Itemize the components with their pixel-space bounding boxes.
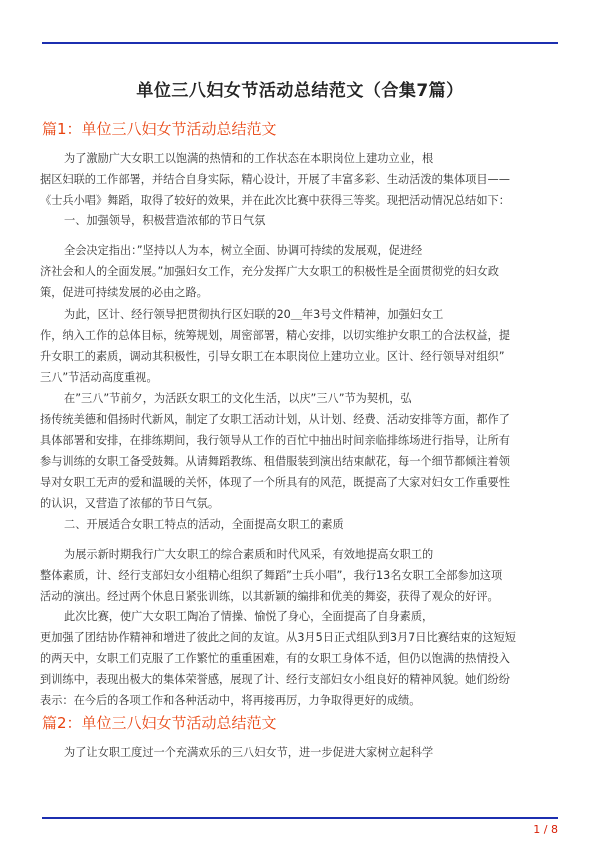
paragraph-line: 二、开展适合女职工特点的活动，全面提高女职工的素质 bbox=[64, 518, 344, 531]
document-title: 单位三八妇女节活动总结范文（合集7篇） bbox=[136, 81, 464, 101]
paragraph-line: 为此，区计、经行领导把贯彻执行区妇联的20＿年3号文件精神，加强妇女工 bbox=[64, 308, 444, 321]
paragraph-line: 的认识，又营造了浓郁的节日气氛。 bbox=[40, 497, 220, 510]
section-heading-2: 篇2：单位三八妇女节活动总结范文 bbox=[42, 714, 277, 732]
paragraph-line: 更加强了团结协作精神和增进了彼此之间的友谊。从3月5日正式组队到3月7日比赛结束的这短短 bbox=[40, 631, 516, 644]
paragraph-line: 升女职工的素质，调动其积极性，引导女职工在本职岗位上建功立业。区计、经行领导对组织” bbox=[40, 350, 505, 363]
paragraph-line: 此次比赛，使广大女职工陶冶了情操、愉悦了身心，全面提高了自身素质， bbox=[64, 610, 434, 623]
paragraph-line: 据区妇联的工作部署，并结合自身实际，精心设计，开展了丰富多彩、生动活泼的集体项目—— bbox=[40, 173, 510, 186]
paragraph-line: 参与训练的女职工备受鼓舞。从请舞蹈教练、租借服装到演出结束献花，每一个细节都倾注着领 bbox=[40, 455, 510, 468]
paragraph-line: 全会决定指出：”坚持以人为本，树立全面、协调可持续的发展观，促进经 bbox=[64, 244, 423, 257]
paragraph-line: 为了让女职工度过一个充满欢乐的三八妇女节，进一步促进大家树立起科学 bbox=[64, 746, 434, 759]
paragraph bbox=[40, 304, 558, 388]
paragraph-line: 济社会和人的全面发展。”加强妇女工作，充分发挥广大女职工的积极性是全面贯彻党的妇女政 bbox=[40, 265, 499, 278]
paragraph-line: 到训练中，表现出极大的集体荣誉感，展现了计、经行支部妇女小组良好的精神风貌。她们纷纷 bbox=[40, 673, 510, 686]
paragraph-line: 表示：在今后的各项工作和各种活动中，将再接再厉，力争取得更好的成绩。 bbox=[40, 694, 421, 707]
paragraph-line: 三八”节活动高度重视。 bbox=[40, 371, 158, 384]
paragraph-line: 《士兵小唱》舞蹈，取得了较好的效果，并在此次比赛中获得三等奖。现把活动情况总结如下： bbox=[40, 194, 510, 207]
paragraph bbox=[40, 606, 558, 711]
subheading bbox=[64, 210, 558, 231]
bottom-rule bbox=[42, 817, 558, 819]
paragraph-line: 一、加强领导，积极营造浓郁的节日气氛 bbox=[64, 214, 266, 227]
paragraph bbox=[40, 148, 558, 211]
paragraph-line: 整体素质，计、经行支部妇女小组精心组织了舞蹈”士兵小唱”，我行13名女职工全部参加这项 bbox=[40, 569, 503, 582]
paragraph-line: 为展示新时期我行广大女职工的综合素质和时代风采，有效地提高女职工的 bbox=[64, 548, 434, 561]
paragraph-line: 具体部署和安排，在排练期间，我行领导从工作的百忙中抽出时间亲临排练场进行指导，让所有 bbox=[40, 434, 510, 447]
section-heading-1: 篇1：单位三八妇女节活动总结范文 bbox=[42, 120, 277, 138]
top-rule bbox=[42, 42, 558, 44]
paragraph-line: 为了激励广大女职工以饱满的热情和的工作状态在本职岗位上建功立业，根 bbox=[64, 152, 434, 165]
paragraph-line: 作，纳入工作的总体目标，统筹规划，周密部署，精心安排，以切实维护女职工的合法权益，提 bbox=[40, 329, 510, 342]
subheading bbox=[64, 514, 558, 535]
paragraph-line: 扬传统美德和倡扬时代新风，制定了女职工活动计划，从计划、经费、活动安排等方面，都作了 bbox=[40, 413, 510, 426]
paragraph-line: 的两天中，女职工们克服了工作繁忙的重重困难，有的女职工身体不适，但仍以饱满的热情投入 bbox=[40, 652, 510, 665]
paragraph-line: 策，促进可持续发展的必由之路。 bbox=[40, 286, 208, 299]
page-number: 1 / 8 bbox=[533, 823, 558, 836]
paragraph bbox=[64, 742, 558, 763]
paragraph bbox=[40, 544, 558, 607]
paragraph bbox=[40, 388, 558, 514]
paragraph-line: 活动的演出。经过两个休息日紧张训练，以其新颖的编排和优美的舞姿，获得了观众的好评。 bbox=[40, 590, 499, 603]
paragraph-line: 导对女职工无声的爱和温暖的关怀，体现了一个所具有的风范，既提高了大家对妇女工作重要性 bbox=[40, 476, 510, 489]
paragraph bbox=[40, 240, 558, 303]
paragraph-line: 在”三八”节前夕，为活跃女职工的文化生活，以庆”三八”节为契机，弘 bbox=[64, 392, 412, 405]
